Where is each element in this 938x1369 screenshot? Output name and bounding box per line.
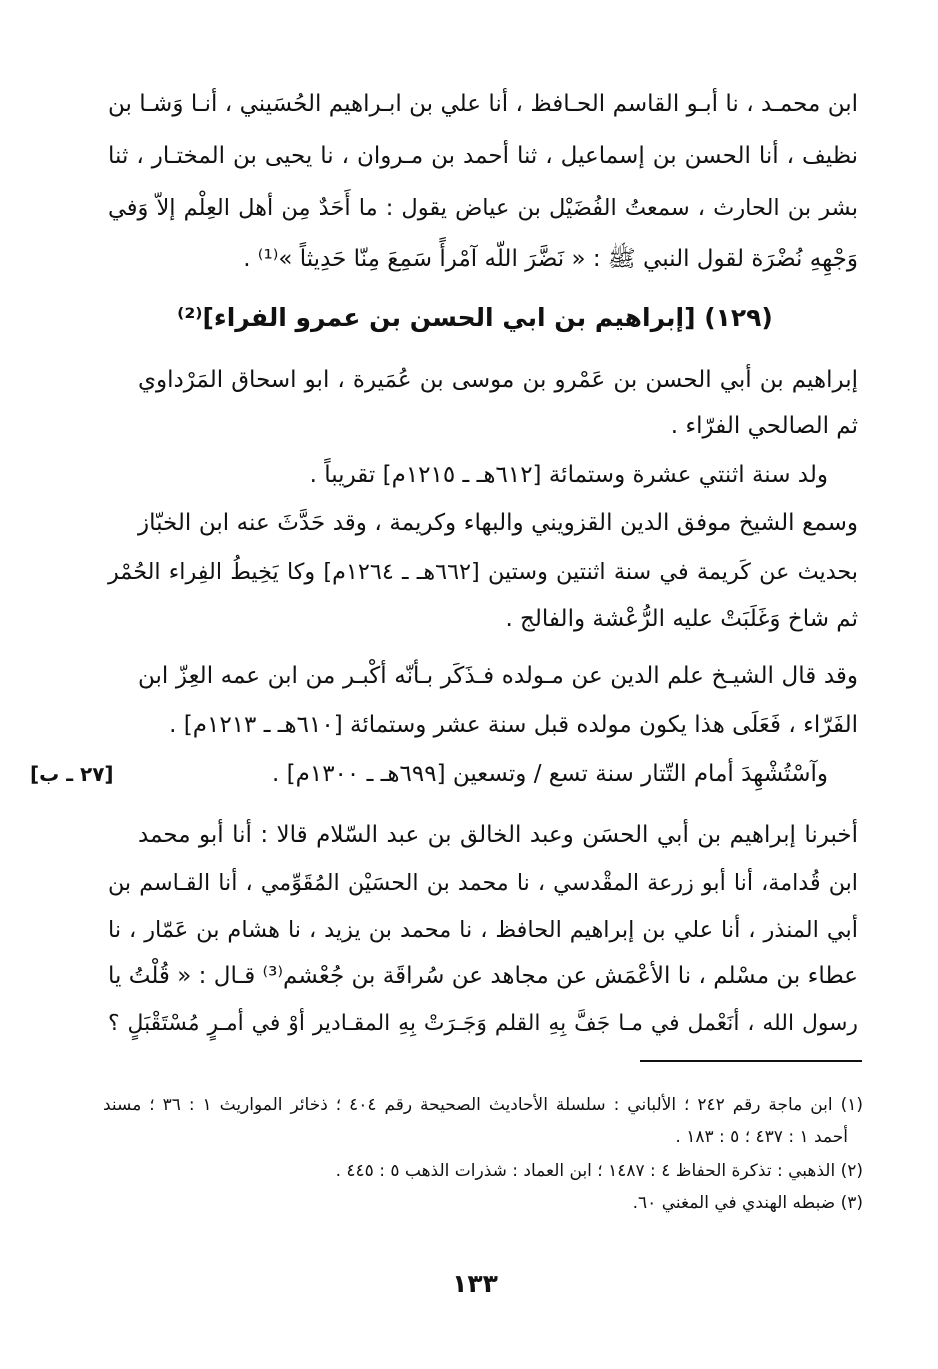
text-line: وقد قال الشيـخ علم الدين عن مـولده فـذَكَر بـأنّه أكْبـر من ابن عمه العِزّ ابن [138,663,858,689]
text-line: ولد سنة اثنتي عشرة وستمائة [٦١٢هـ ـ ١٢١٥م] تقريباً . [309,462,828,488]
text-line: عطاء بن مسْلم ، نا الأعْمَش عن مجاهد عن سُراقَة بن جُعْشم⁽³⁾ قـال : « قُلْتُ يا [108,963,858,989]
entry-heading: (١٢٩) [إبراهيم بن ابي الحسن بن عمرو الفراء]⁽²⁾ [177,303,773,332]
text-line: بشر بن الحارث ، سمعتُ الفُضَيْل بن عياض يقول : ما أَحَدٌ مِن أهل العِلْم إلاّ وَفي [108,195,858,221]
footnote-line: أحمد ١ : ٤٣٧ ؛ ٥ : ١٨٣ . [675,1127,848,1147]
text-line: نظيف ، أنا الحسن بن إسماعيل ، ثنا أحمد بن مـروان ، نا يحيى بن المختـار ، ثنا [108,143,858,169]
footnote-line: (١) ابن ماجة رقم ٢٤٢ ؛ الألباني : سلسلة الأحاديث الصحيحة رقم ٤٠٤ ؛ ذخائر المواريث ١ : ٣٦ ؛ مسند [103,1095,863,1115]
folio-margin-note: [٢٧ ـ ب] [30,762,114,786]
text-line: بحديث عن كَريمة في سنة اثنتين وستين [٦٦٢هـ ـ ١٢٦٤م] وكا يَخِيطُ الفِراء الحُمْر [108,559,858,585]
text-line: ابن قُدامة، أنا أبو زرعة المقْدسي ، نا محمد بن الحسَيْن المُقَوِّمي ، أنا القـاسم بن [108,870,858,896]
text-line: أبي المنذر ، أنا علي بن إبراهيم الحافظ ، نا محمد بن يزيد ، نا هشام بن عَمّار ، نا [108,917,858,943]
text-line: وآسْتُشْهِدَ أمام التّتار سنة تسع / وتسعين [٦٩٩هـ ـ ١٣٠٠م] . [272,761,828,787]
page-number: ١٣٣ [452,1269,498,1298]
footnote-separator [640,1060,862,1062]
text-line: رسول الله ، أنَعْمل في مـا جَفَّ بِهِ القلم وَجَـرَتْ بِهِ المقـادير أوْ في أمـرٍ مُسْتَقْبَلٍ ؟ [108,1011,858,1036]
text-line: وسمع الشيخ موفق الدين القزويني والبهاء وكريمة ، وقد حَدَّثَ عنه ابن الخبّاز [138,510,858,536]
footnote-line: (٢) الذهبي : تذكرة الحفاظ ٤ : ١٤٨٧ ؛ ابن العماد : شذرات الذهب ٥ : ٤٤٥ . [335,1161,863,1181]
text-line: أخبرنا إبراهيم بن أبي الحسَن وعبد الخالق بن عبد السّلام قالا : أنا أبو محمد [138,822,858,848]
text-line: ابن محمـد ، نا أبـو القاسم الحـافظ ، أنا علي بن ابـراهيم الحُسَيني ، أنـا وَشـا بن [108,91,858,117]
text-line: الفَرّاء ، فَعَلَى هذا يكون مولده قبل سنة عشر وستمائة [٦١٠هـ ـ ١٢١٣م] . [169,712,858,738]
text-line: إبراهيم بن أبي الحسن بن عَمْرو بن موسى بن عُمَيرة ، ابو اسحاق المَرْداوي [138,367,858,393]
text-line: ثم الصالحي الفرّاء . [670,413,858,439]
footnote-line: (٣) ضبطه الهندي في المغني ٦٠. [632,1193,863,1213]
text-line: وَجْهِهِ نُضْرَة لقول النبي ﷺ : « نَضَّرَ اللّه آمْرأً سَمِعَ مِنّا حَدِيثاً »⁽¹⁾ . [243,246,858,272]
text-line: ثم شاخ وَغَلَبَتْ عليه الرُّعْشة والفالج . [505,606,858,632]
